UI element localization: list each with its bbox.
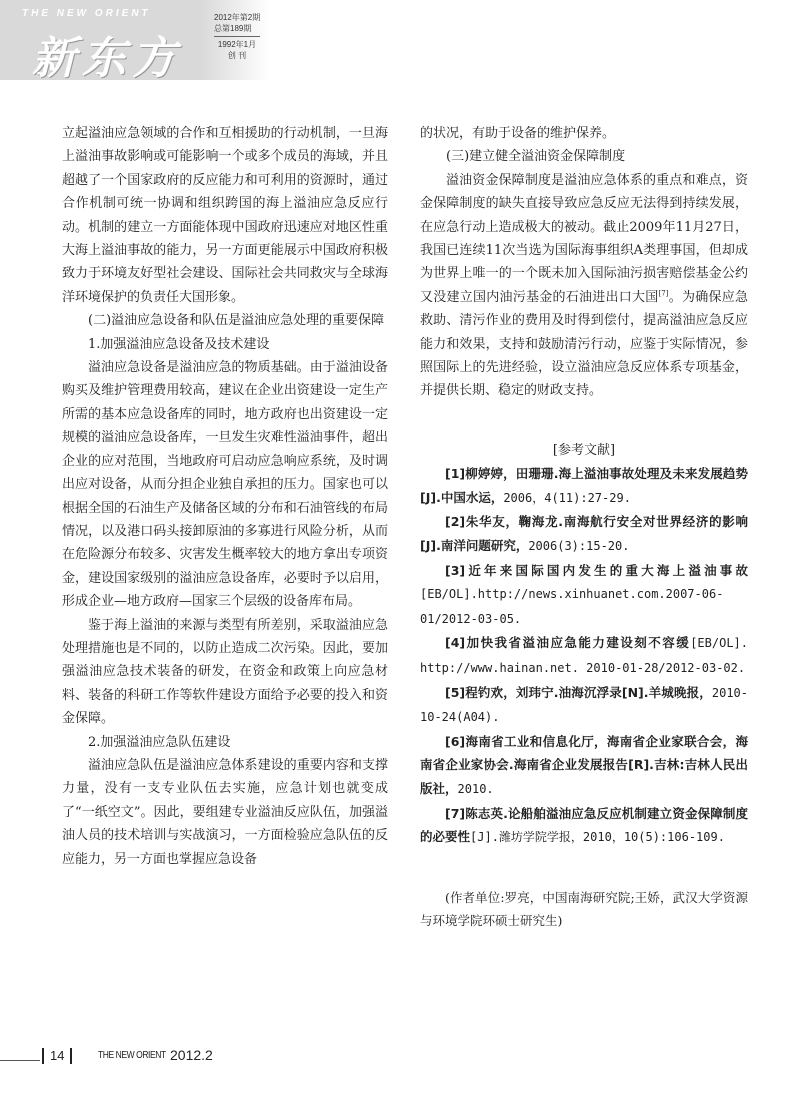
footer-bar xyxy=(42,1048,44,1064)
paragraph: 的状况，有助于设备的维护保养。 xyxy=(420,126,616,141)
reference-detail: 2010-10-24(A04). xyxy=(420,685,748,725)
reference-text: [5]程钓欢，刘玮宁.油海沉浮录[N].羊城晚报， xyxy=(445,684,712,700)
left-column xyxy=(62,122,388,871)
paragraph xyxy=(420,169,748,403)
reference-item xyxy=(420,462,748,510)
reference-text: [2]朱华友，鞠海龙.南海航行安全对世界经济的影响[J].南洋问题研究， xyxy=(420,514,748,554)
issue-total: 总第189期 xyxy=(214,24,252,33)
references-title: [参考文献] xyxy=(552,442,616,458)
paragraph-text: 溢油资金保障制度是溢油应急体系的重点和难点，资金保障制度的缺失直接导致应急反应无法得到持续发展，在应急行动上造成极大的被动。截止2009年11月27日，我国已连续11次当选为国际海事组织A类理事国，但却成为世界上唯一的一个既未加入国际油污损害赔偿基金公约又没建立国内油污基金的石油进出口大国 xyxy=(420,172,748,305)
paragraph-text: 。为确保应急救助、清污作业的费用及时得到偿付，提高溢油应急反应能力和效果，支持和鼓励清污行动，应鉴于实际情况，参照国际上的先进经验，设立溢油应急反应体系专项基金，并提供长期、稳定的财政支持。 xyxy=(420,289,748,399)
reference-detail: 2006(3):15-20. xyxy=(528,539,630,554)
masthead-title-en: THE NEW ORIENT xyxy=(22,8,151,19)
citation-link[interactable]: [7] xyxy=(658,289,669,298)
subsection-heading: 2.加强溢油应急队伍建设 xyxy=(88,734,231,750)
reference-text: [7]陈志英.论船舶溢油应急反应机制建立资金保障制度的必要性 xyxy=(420,805,748,845)
right-column xyxy=(420,122,748,933)
footer-bar xyxy=(70,1048,72,1064)
section-heading: (三)建立健全溢油资金保障制度 xyxy=(446,149,626,165)
reference-item xyxy=(420,802,748,850)
reference-detail: 2010. xyxy=(457,782,494,796)
reference-item xyxy=(420,631,748,680)
reference-url[interactable]: [EB/OL]. http://www.hainan.net. 2010-01-28/2012-03-02. xyxy=(420,636,748,676)
page-number: 14 xyxy=(50,1048,65,1063)
footer-rule xyxy=(0,1060,40,1061)
issue-info xyxy=(214,12,260,61)
paragraph: 溢油应急队伍是溢油应急体系建设的重要内容和支撑力量，没有一支专业队伍去实施，应急计划也就变成了“一纸空文”。因此，要组建专业溢油反应队伍，加强溢油人员的技术培训与实战演习，一方面检验应急队伍的反应能力，另一方面也掌握应急设备 xyxy=(62,757,388,867)
reference-item xyxy=(420,681,748,730)
reference-item xyxy=(420,559,748,632)
reference-text: [6]海南省工业和信息化厅，海南省企业家联合会，海南省企业家协会.海南省企业发展报告[R].吉林:吉林人民出版社， xyxy=(420,733,748,796)
reference-url[interactable]: [EB/OL].http://news.xinhuanet.com.2007-06-01/2012-03-05. xyxy=(420,587,724,626)
founded-date: 1992年1月 xyxy=(217,40,257,49)
issue-divider xyxy=(214,36,260,37)
reference-item xyxy=(420,730,748,802)
paragraph: 鉴于海上溢油的来源与类型有所差别，采取溢油应急处理措施也是不同的，以防止造成二次污染。因此，要加强溢油应急技术装备的研发，在资金和政策上向应急材料、装备的科研工作等软件建设方面给予必要的投入和资金保障。 xyxy=(62,617,388,727)
section-heading: (二)溢油应急设备和队伍是溢油应急处理的重要保障 xyxy=(88,313,385,329)
reference-text: [4]加快我省溢油应急能力建设刻不容缓 xyxy=(445,635,691,651)
page-footer xyxy=(0,1046,260,1068)
founded-label: 创 刊 xyxy=(227,51,247,60)
issue-number: 2012年第2期 xyxy=(214,13,261,22)
reference-text: [3]近年来国际国内发生的重大海上溢油事故 xyxy=(445,562,748,578)
paragraph: 立起溢油应急领域的合作和互相援助的行动机制，一旦海上溢油事故影响或可能影响一个或多个成员的海域，并且超越了一个国家政府的反应能力和可利用的资源时，通过合作机制可统一协调和组织跨国的海上溢油应急反应行动。机制的建立一方面能体现中国政府迅速应对地区性重大海上溢油事故的能力，另一方面更能展示中国政府积极致力于环境友好型社会建设、国际社会共同救灾与全球海洋环境保护的负责任大国形象。 xyxy=(62,126,388,305)
author-affiliation: (作者单位:罗亮，中国南海研究院;王娇，武汉大学资源与环境学院环硕士研究生) xyxy=(420,889,748,929)
reference-text: [1]柳婷婷，田珊珊.海上溢油事故处理及未来发展趋势[J].中国水运， xyxy=(420,466,748,505)
reference-detail: [J].潍坊学院学报，2010，10(5):106-109. xyxy=(470,830,725,845)
footer-issue: 2012.2 xyxy=(170,1047,213,1063)
reference-item xyxy=(420,510,748,558)
reference-detail: 2006，4(11):27-29. xyxy=(503,490,631,505)
subsection-heading: 1.加强溢油应急设备及技术建设 xyxy=(88,336,270,352)
masthead-title-cn: 新东方 xyxy=(32,33,182,84)
footer-magazine: THE NEW ORIENT xyxy=(98,1050,166,1061)
paragraph: 溢油应急设备是溢油应急的物质基础。由于溢油设备购买及维护管理费用较高，建议在企业出资建设一定生产所需的基本应急设备库的同时，地方政府也出资建设一定规模的溢油应急设备库，一旦发生灾难性溢油事件，超出企业的应对范围，当地政府可启动应急响应系统，及时调出应对设备，从而分担企业独自承担的压力。国家也可以根据全国的石油生产及储备区域的分布和石油管线的布局情况，以及港口码头接卸原油的多寡进行风险分析，从而在危险源分布较多、灾害发生概率较大的地方拿出专项资金，建设国家级别的溢油应急设备库，必要时予以启用，形成企业—地方政府—国家三个层级的设备库布局。 xyxy=(62,360,388,610)
